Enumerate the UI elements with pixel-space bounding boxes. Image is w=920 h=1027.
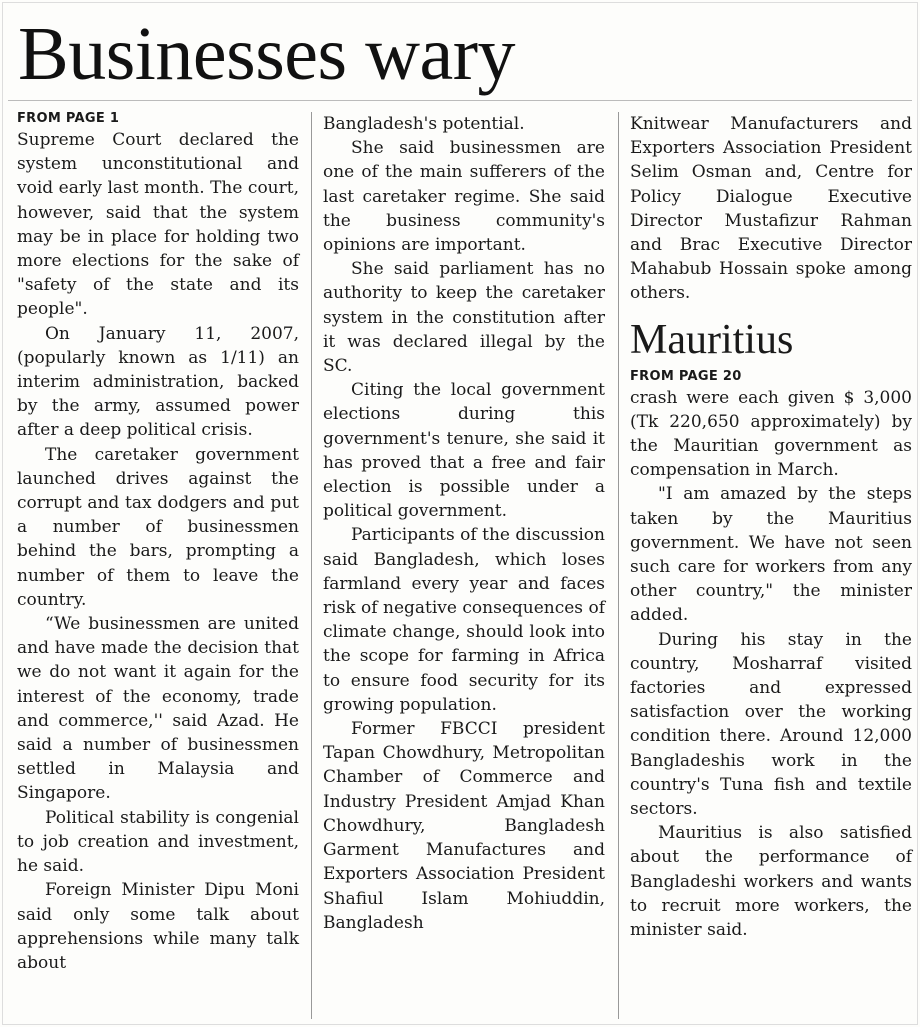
- paragraph: Participants of the discussion said Bangladesh, which loses farmland every year and faces risk of negative consequences of climate change, should look into the scope for farming in Africa to ensure food security for its growing population.: [323, 525, 605, 715]
- column-divider-2: [618, 112, 619, 1019]
- paragraph: Foreign Minister Dipu Moni said only some talk about apprehensions while many talk about: [17, 880, 299, 973]
- paragraph: She said parliament has no authority to keep the caretaker system in the constitution after it was declared illegal by the SC.: [323, 259, 605, 377]
- top-rule: [8, 100, 912, 101]
- paragraph: "I am amazed by the steps taken by the Mauritius government. We have not seen such care for workers from any other country," the minister added.: [630, 484, 912, 626]
- paragraph: Knitwear Manufacturers and Exporters Association President Selim Osman and, Centre for Policy Dialogue Executive Director Mustafizur Rahman and Brac Executive Director Mahabub Hossain spoke among others.: [630, 114, 912, 304]
- paragraph: On January 11, 2007, (popularly known as 1/11) an interim administration, backed by the army, assumed power after a deep political crisis.: [17, 323, 299, 441]
- paragraph: “We businessmen are united and have made the decision that we do not want it again for the interest of the economy, trade and commerce,'' said Azad. He said a number of businessmen settled in Malaysia and Singapore.: [17, 614, 299, 804]
- kicker-from-page-1: FROM PAGE 1: [17, 111, 120, 126]
- paragraph: crash were each given $ 3,000 (Tk 220,650 approximately) by the Mauritian government as compensation in March.: [630, 387, 912, 481]
- paragraph: Mauritius is also satisfied about the performance of Bangladeshi workers and wants to recruit more workers, the minister said.: [630, 823, 912, 941]
- paragraph: Bangladesh's potential.: [323, 114, 525, 134]
- column-2: [323, 112, 605, 935]
- column-3: [630, 112, 912, 942]
- paragraph: The caretaker government launched drives against the corrupt and tax dodgers and put a number of businessmen behind the bars, prompting a number of them to leave the country.: [17, 444, 299, 610]
- headline: Businesses wary: [18, 12, 516, 96]
- paragraph: She said businessmen are one of the main sufferers of the last caretaker regime. She said the business community's opinions are important.: [323, 138, 605, 256]
- column-divider-1: [311, 112, 312, 1019]
- paragraph: Former FBCCI president Tapan Chowdhury, Metropolitan Chamber of Commerce and Industry President Amjad Khan Chowdhury, Bangladesh Garment Manufactures and Exporters Association President Shafiul Islam Mohiuddin, Bangladesh: [323, 719, 605, 933]
- subhead-mauritius: Mauritius: [630, 316, 794, 363]
- paragraph: During his stay in the country, Mosharraf visited factories and expressed satisfaction over the working condition there. Around 12,000 Bangladeshis work in the country's Tuna fish and textile sectors.: [630, 629, 912, 820]
- paragraph: Supreme Court declared the system unconstitutional and void early last month. The court, however, said that the system may be in place for holding two more elections for the sake of "safety of the state and its people".: [17, 130, 299, 320]
- paragraph: Citing the local government elections during this government's tenure, she said it has proved that a free and fair election is possible under a political government.: [323, 380, 605, 522]
- column-1: [17, 112, 299, 975]
- kicker-from-page-20: FROM PAGE 20: [630, 368, 742, 384]
- paragraph: Political stability is congenial to job creation and investment, he said.: [17, 807, 299, 877]
